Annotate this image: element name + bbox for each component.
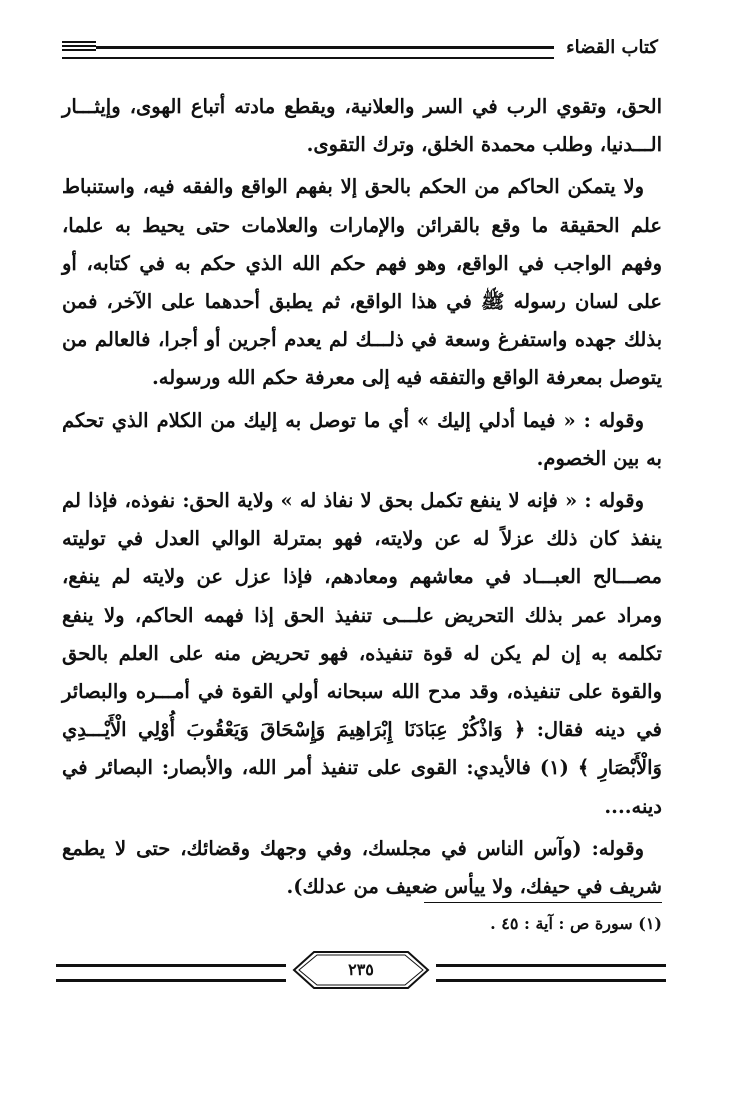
- page-body: [62, 88, 662, 910]
- header-title: كتاب القضاء: [554, 34, 662, 62]
- page-number: ٢٣٥: [348, 960, 374, 979]
- page-number-badge: [292, 950, 430, 990]
- header-ornament: [62, 41, 96, 55]
- footer-rule-left: [56, 964, 286, 982]
- paragraph-1: الحق، وتقوي الرب في السر والعلانية، ويقطع مادته أتباع الهوى، وإيثـــار الـــدنيا، وطلب محمدة الخلق، وترك التقوى.: [62, 95, 662, 157]
- footer-rule-right: [436, 964, 666, 982]
- footnote: (١) سورة ص : آية : ٤٥ .: [490, 914, 662, 933]
- paragraph-4: وقوله : « فإنه لا ينفع تكمل بحق لا نفاذ له » ولاية الحق: نفوذه، فإذا لم ينفذ كان ذلك عزلاً له عن ولايته، فهو بمترلة الوالي العدل في توليته مصـــالح العبـــاد في معاشهم ومعادهم، فإذا عزل عن ولايته لم ينفع، ومراد عمر بذلك التحريض علـــى تنفيذ الحق إذا فهمه الحاكم، ولا ينفع تكلمه به إن لم يكن له قوة تنفيذه، فهو تحريض منه على العلم بالحق والقوة على تنفيذه، وقد مدح الله سبحانه أولي القوة في أمـــره والبصائر في دينه فقال: ﴿ وَاذْكُرْ عِبَادَنَا إِبْرَاهِيمَ وَإِسْحَاقَ وَيَعْقُوبَ أُوْلِي الْأَيْـــدِي وَالْأَبْصَارِ ﴾ (١) فالأيدي: القوى على تنفيذ أمر الله، والأبصار: البصائر في دينه....: [62, 489, 662, 818]
- running-header: [62, 34, 662, 62]
- paragraph-3: وقوله : « فيما أدلي إليك » أي ما توصل به إليك من الكلام الذي تحكم به بين الخصوم.: [62, 408, 662, 470]
- paragraph-5: وقوله: (وآس الناس في مجلسك، وفي وجهك وقضائك، حتى لا يطمع شريف في حيفك، ولا ييأس ضعيف من عدلك).: [62, 836, 662, 899]
- page-footer: [56, 950, 666, 994]
- paragraph-2: ولا يتمكن الحاكم من الحكم بالحق إلا بفهم الواقع والفقه فيه، واستنباط علم الحقيقة ما وقع بالقرائن والإمارات والعلامات حتى يحيط به علما، وفهم الواجب في الواقع، وهو فهم حكم الله الذي حكم به في كتابه، أو على لسان رسوله ﷺ في هذا الواقع، ثم يطبق أحدهما على الآخر، فمن بذلك جهده واستفرغ وسعة في ذلـــك لم يعدم أجرين أو أجرا، فالعالم من يتوصل بمعرفة الواقع والتفقه فيه إلى معرفة حكم الله ورسوله.: [62, 175, 662, 390]
- footnote-separator: [424, 902, 662, 903]
